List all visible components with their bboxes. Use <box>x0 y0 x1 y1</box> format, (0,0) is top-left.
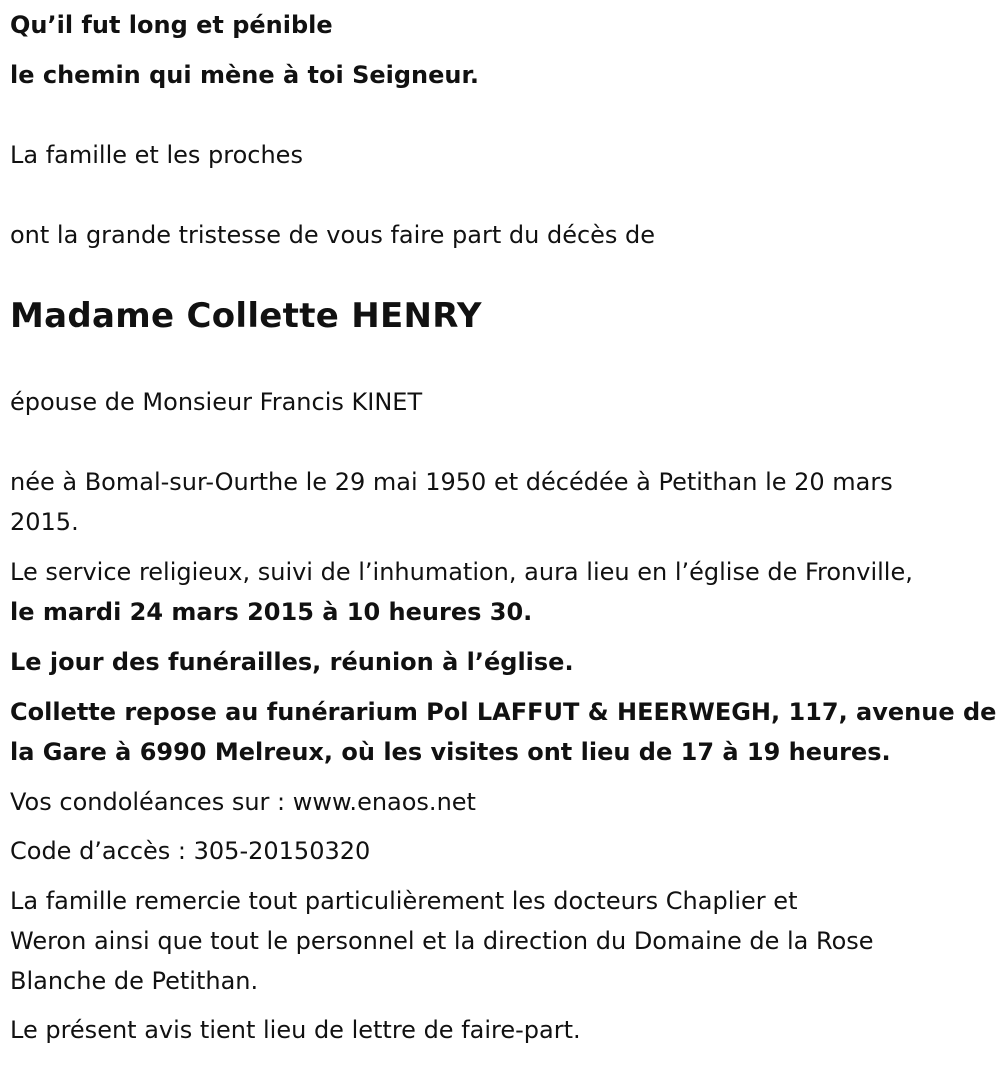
epigraph-line-2: le chemin qui mène à toi Seigneur. <box>10 61 480 89</box>
birth-death-line-2: 2015. <box>10 508 79 536</box>
deceased-name: Madame Collette HENRY <box>10 296 482 336</box>
thanks-line-3: Blanche de Petithan. <box>10 967 259 995</box>
access-code: Code d’accès : 305-20150320 <box>10 837 371 865</box>
funeral-home-line-2: la Gare à 6990 Melreux, où les visites ont lieu de 17 à 19 heures. <box>10 738 891 766</box>
birth-death-line-1: née à Bomal-sur-Ourthe le 29 mai 1950 et décédée à Petithan le 20 mars <box>10 468 893 496</box>
death-announcement-intro: ont la grande tristesse de vous faire part du décès de <box>10 221 656 249</box>
epigraph-line-1: Qu’il fut long et pénible <box>10 11 333 39</box>
funeral-home-line-1: Collette repose au funérarium Pol LAFFUT & HEERWEGH, 117, avenue de <box>10 698 997 726</box>
condolences-website: Vos condoléances sur : www.enaos.net <box>10 788 476 816</box>
spouse-line: épouse de Monsieur Francis KINET <box>10 388 423 416</box>
closing-note: Le présent avis tient lieu de lettre de faire-part. <box>10 1016 581 1044</box>
thanks-line-2: Weron ainsi que tout le personnel et la direction du Domaine de la Rose <box>10 927 874 955</box>
gathering-info: Le jour des funérailles, réunion à l’église. <box>10 648 574 676</box>
thanks-line-1: La famille remercie tout particulièrement les docteurs Chaplier et <box>10 887 798 915</box>
service-line-1: Le service religieux, suivi de l’inhumation, aura lieu en l’église de Fronville, <box>10 558 913 586</box>
family-announcement: La famille et les proches <box>10 141 303 169</box>
service-date-time: le mardi 24 mars 2015 à 10 heures 30. <box>10 598 533 626</box>
